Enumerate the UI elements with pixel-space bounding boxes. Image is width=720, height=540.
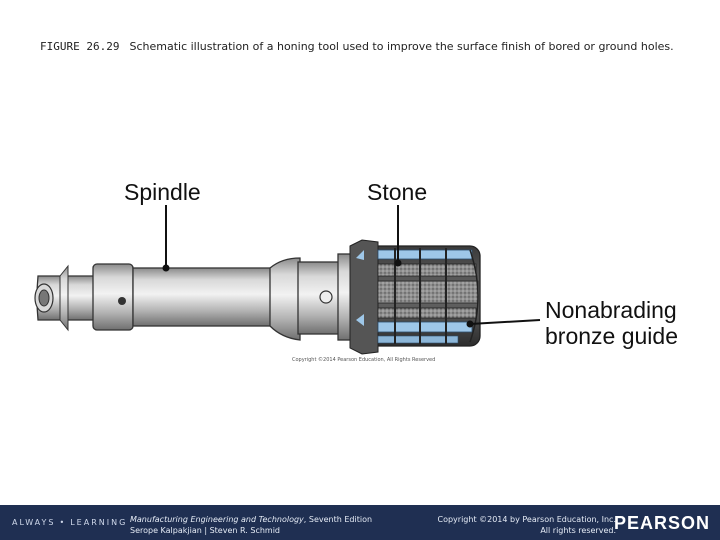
bronze-guide-strip <box>378 250 472 259</box>
guide-label-line2: bronze guide <box>545 323 678 349</box>
pearson-logo: PEARSON <box>613 513 710 533</box>
tagline-word-always: ALWAYS <box>12 518 56 527</box>
stone-label: Stone <box>367 179 428 205</box>
image-copyright: Copyright ©2014 Pearson Education, All Rights Reserved <box>292 357 436 363</box>
book-title: Manufacturing Engineering and Technology <box>130 515 304 524</box>
book-info <box>130 514 372 536</box>
stone-strip <box>378 264 476 276</box>
dot-separator-icon: • <box>59 518 67 527</box>
spindle-label: Spindle <box>124 179 201 205</box>
guide-label-line1: Nonabrading <box>545 297 677 323</box>
always-learning-tagline <box>12 518 127 527</box>
book-authors: Serope Kalpakjian | Steven R. Schmid <box>130 526 280 535</box>
spindle-shank <box>35 254 382 340</box>
footer-bar <box>0 505 720 540</box>
figure-number: FIGURE 26.29 <box>40 40 120 53</box>
bronze-guide-strip <box>378 322 472 332</box>
stone-strip <box>378 308 476 318</box>
copyright-notice <box>437 514 616 536</box>
honing-head <box>350 240 480 354</box>
copyright-line-1: Copyright ©2014 by Pearson Education, Inc. <box>437 515 616 524</box>
copyright-line-2: All rights reserved. <box>540 526 616 535</box>
tagline-word-learning: LEARNING <box>70 518 128 527</box>
caption-text: Schematic illustration of a honing tool used to improve the surface finish of bored or ground holes. <box>129 40 674 53</box>
stone-strip <box>378 281 478 303</box>
book-edition: , Seventh Edition <box>303 515 373 524</box>
